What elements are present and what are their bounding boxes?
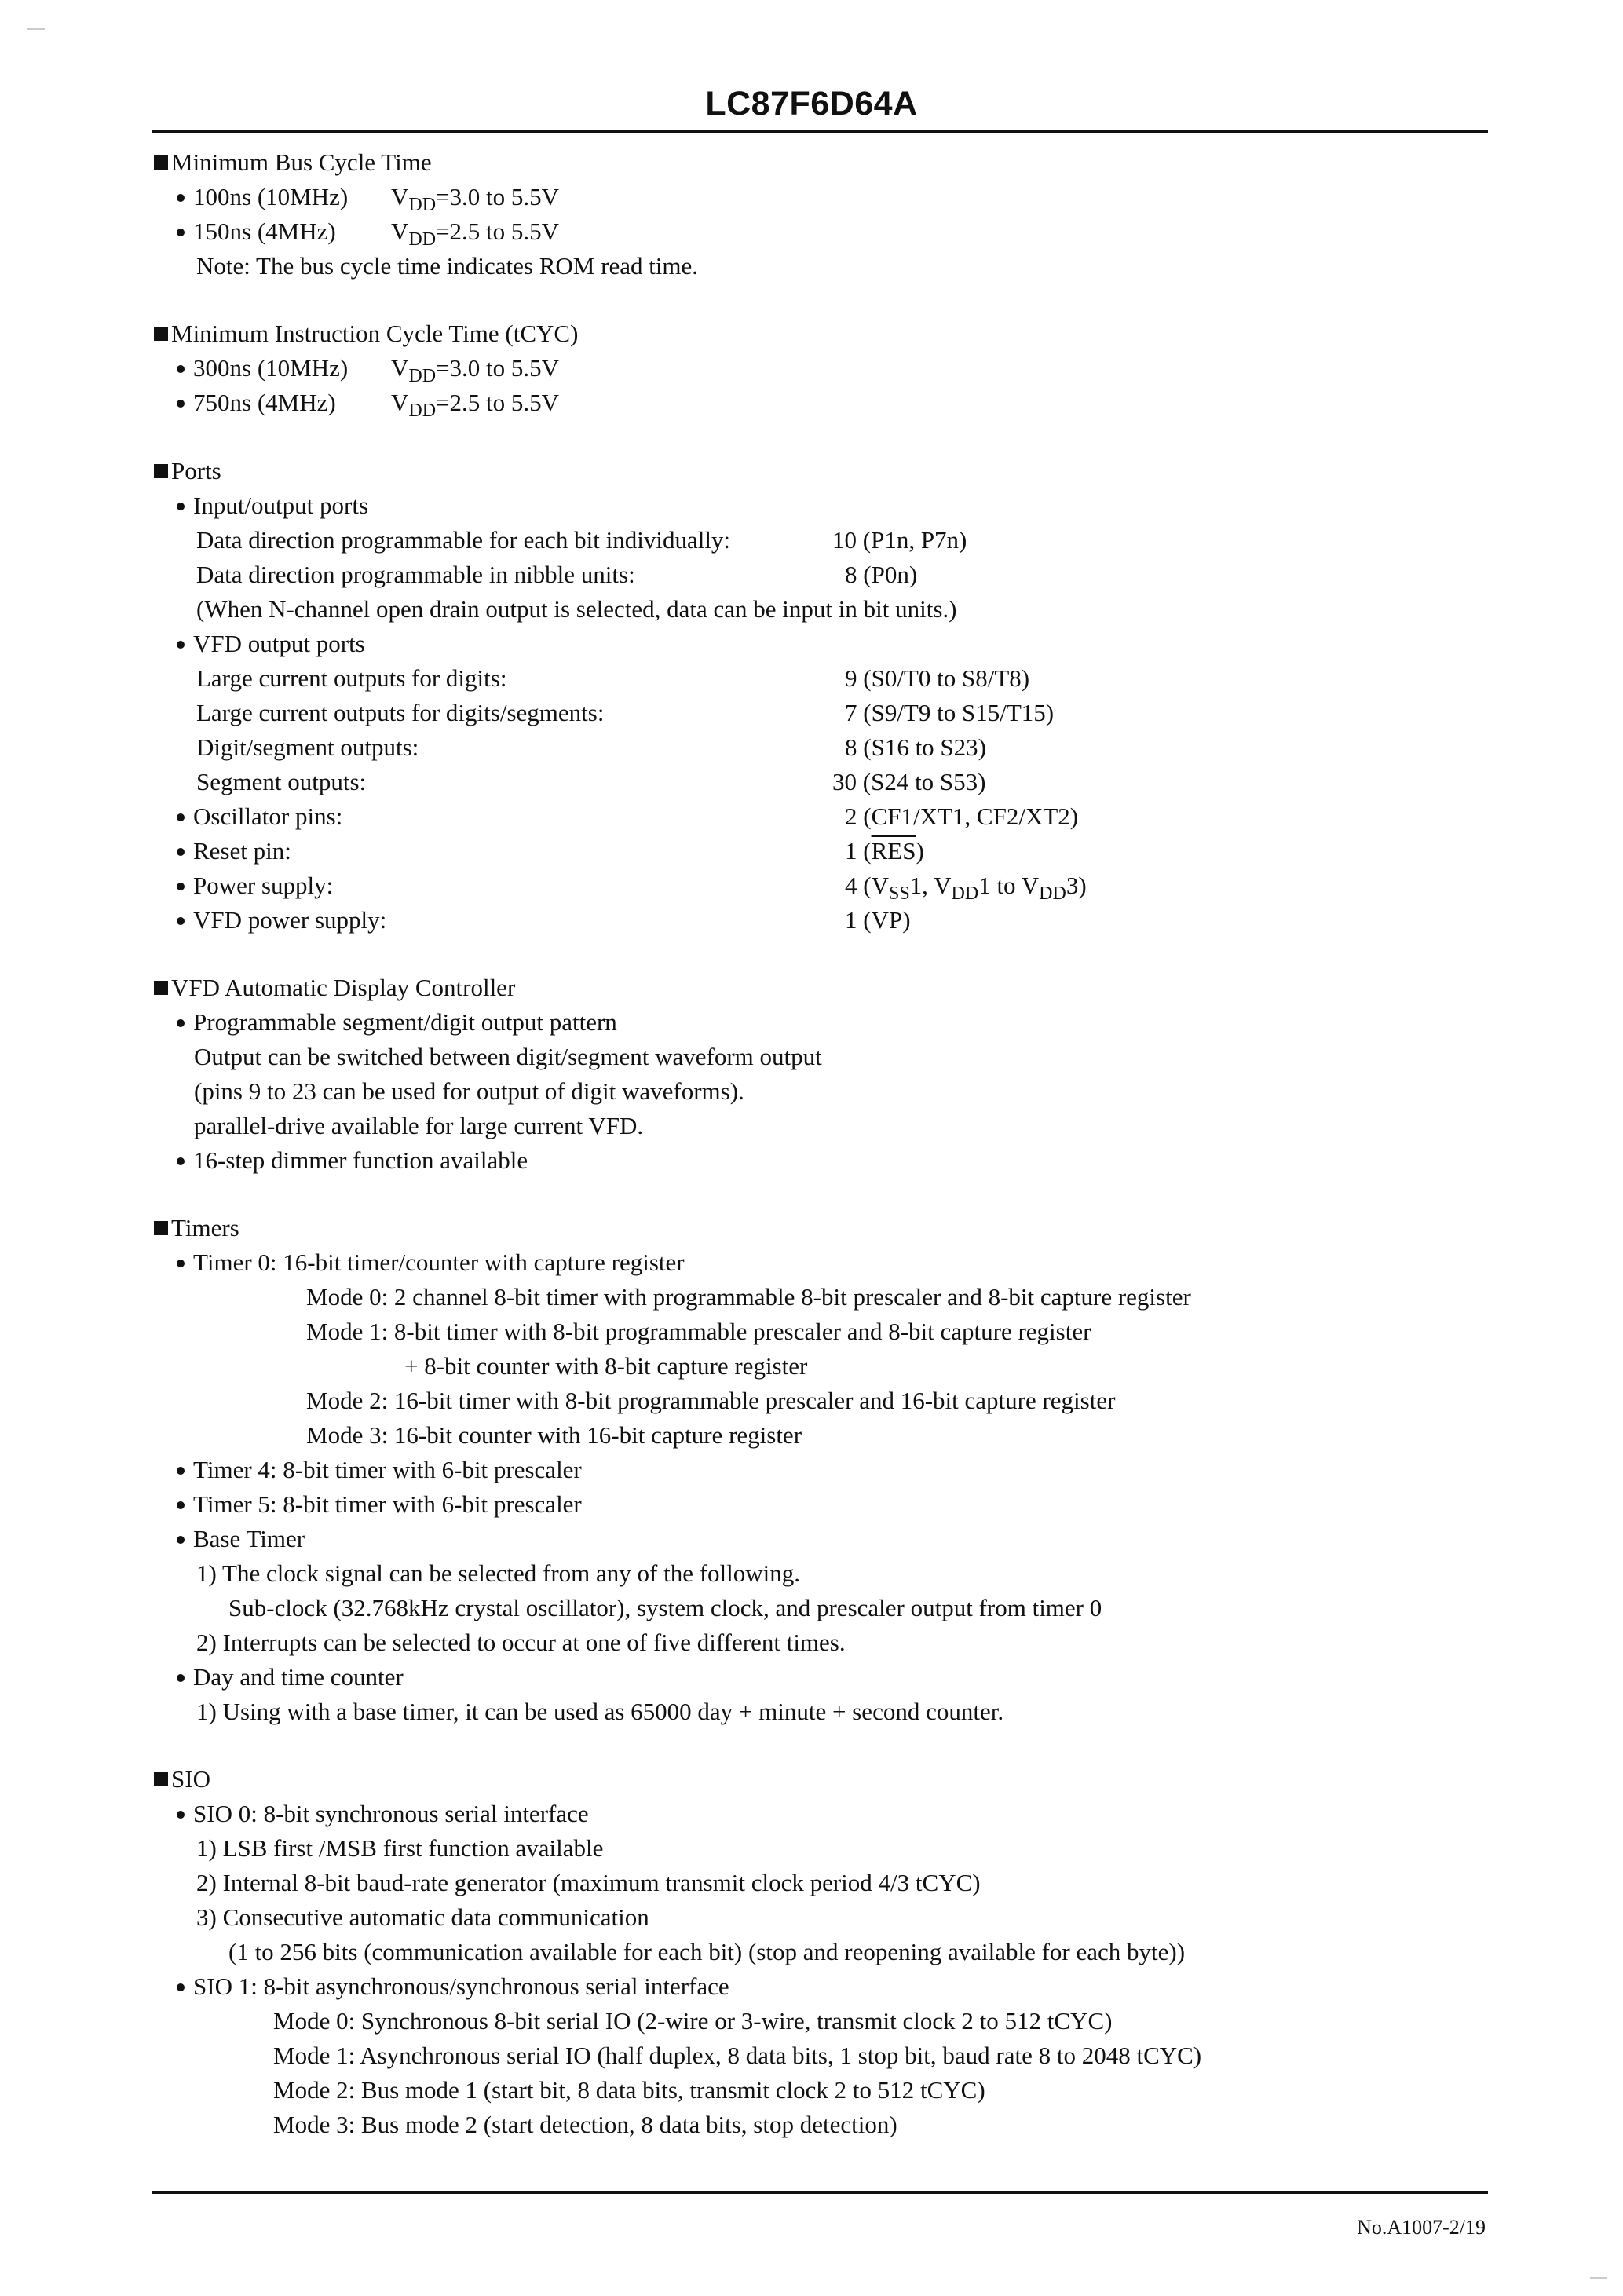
note-text: Note: The bus cycle time indicates ROM read time. [196, 252, 699, 280]
port-label: Large current outputs for digits: [196, 664, 507, 692]
square-bullet-icon [154, 327, 168, 341]
list-item: 100ns (10MHz) [177, 181, 348, 213]
bullet-icon [177, 813, 185, 821]
body-text: 2) Interrupts can be selected to occur at one of five different times. [196, 1629, 846, 1656]
sio-mode: Mode 1: Asynchronous serial IO (half duplex, 8 data bits, 1 stop bit, baud rate 8 to 2048 tCYC) [273, 2042, 1202, 2069]
list-item: VFD output ports [177, 628, 365, 660]
port-value: 7 (S9/T9 to S15/T15) [845, 699, 1055, 726]
list-item: 16-step dimmer function available [177, 1145, 528, 1176]
bullet-icon [177, 848, 185, 856]
body-text: 1) LSB first /MSB first function available [196, 1834, 604, 1862]
scan-mark [1590, 2277, 1607, 2279]
bullet-icon [177, 1811, 185, 1819]
list-item: SIO 0: 8-bit synchronous serial interface [177, 1798, 589, 1830]
footer-divider [152, 2191, 1488, 2194]
bullet-icon [177, 400, 185, 408]
port-value: 2 (CF1/XT1, CF2/XT2) [845, 803, 1079, 830]
list-item: SIO 1: 8-bit asynchronous/synchronous serial interface [177, 1971, 729, 2002]
bullet-icon [177, 1536, 185, 1544]
port-value: 10 (P1n, P7n) [832, 526, 967, 554]
bullet-icon [177, 1674, 185, 1682]
list-item: Reset pin: [177, 835, 291, 867]
body-text: parallel-drive available for large current VFD. [194, 1112, 644, 1139]
note-text: (When N-channel open drain output is selected, data can be input in bit units.) [196, 595, 957, 623]
sio-mode: Mode 2: Bus mode 1 (start bit, 8 data bits, transmit clock 2 to 512 tCYC) [273, 2076, 985, 2104]
square-bullet-icon [154, 464, 168, 478]
section-heading: Ports [154, 455, 221, 487]
list-item: Timer 4: 8-bit timer with 6-bit prescaler [177, 1454, 582, 1486]
bullet-icon [177, 641, 185, 649]
bullet-icon [177, 1467, 185, 1475]
list-item: Day and time counter [177, 1662, 404, 1693]
bullet-icon [177, 365, 185, 373]
body-text: (pins 9 to 23 can be used for output of digit waveforms). [194, 1077, 744, 1105]
port-value: 8 (S16 to S23) [845, 733, 986, 761]
port-value: 4 ($V_{SS}1$, $V_{DD}1$ to $V_{DD}3$) [845, 872, 1087, 904]
list-item: 150ns (4MHz) [177, 216, 336, 247]
port-value: 1 $(\overline{RES})$ [845, 837, 924, 865]
port-label: Data direction programmable for each bit individually: [196, 526, 731, 554]
square-bullet-icon [154, 981, 168, 995]
vdd-range: $V_{DD}=2.5$ to 5.5V [391, 218, 560, 250]
list-item: Oscillator pins: [177, 801, 342, 832]
bullet-icon [177, 1501, 185, 1509]
list-item: Timer 5: 8-bit timer with 6-bit prescaler [177, 1489, 582, 1520]
list-item: 300ns (10MHz) [177, 353, 348, 384]
bullet-icon [177, 503, 185, 510]
list-item: Input/output ports [177, 490, 368, 521]
bullet-icon [177, 1260, 185, 1267]
list-item: VFD power supply: [177, 905, 386, 936]
section-heading: Timers [154, 1212, 239, 1244]
bullet-icon [177, 917, 185, 925]
timer-mode: + 8-bit counter with 8-bit capture register [404, 1352, 808, 1380]
square-bullet-icon [154, 1772, 168, 1786]
bullet-icon [177, 1019, 185, 1027]
section-heading: SIO [154, 1764, 210, 1795]
body-text: Sub-clock (32.768kHz crystal oscillator), system clock, and prescaler output from timer 0 [228, 1594, 1102, 1621]
section-heading: Minimum Bus Cycle Time [154, 147, 432, 178]
port-value: 1 (VP) [845, 906, 911, 934]
body-text: 2) Internal 8-bit baud-rate generator (maximum transmit clock period 4/3 tCYC) [196, 1869, 981, 1896]
vdd-range: $V_{DD}=3.0$ to 5.5V [391, 183, 560, 215]
header-divider [152, 130, 1488, 133]
bullet-icon [177, 194, 185, 202]
port-label: Digit/segment outputs: [196, 733, 419, 761]
body-text: Output can be switched between digit/segment waveform output [194, 1043, 822, 1070]
bullet-icon [177, 229, 185, 236]
bullet-icon [177, 1157, 185, 1165]
sio-mode: Mode 3: Bus mode 2 (start detection, 8 data bits, stop detection) [273, 2111, 897, 2138]
square-bullet-icon [154, 155, 168, 170]
timer-mode: Mode 2: 16-bit timer with 8-bit programmable prescaler and 16-bit capture register [306, 1387, 1116, 1414]
list-item: Programmable segment/digit output pattern [177, 1007, 617, 1038]
body-text: (1 to 256 bits (communication available for each bit) (stop and reopening available for each byte)) [228, 1938, 1186, 1965]
body-text: 3) Consecutive automatic data communication [196, 1903, 649, 1931]
body-text: 1) The clock signal can be selected from any of the following. [196, 1559, 801, 1587]
port-label: Segment outputs: [196, 768, 367, 795]
timer-mode: Mode 0: 2 channel 8-bit timer with programmable 8-bit prescaler and 8-bit capture register [306, 1283, 1191, 1311]
list-item: Base Timer [177, 1523, 305, 1555]
port-value: 9 (S0/T0 to S8/T8) [845, 664, 1030, 692]
list-item: 750ns (4MHz) [177, 387, 336, 419]
timer-mode: Mode 3: 16-bit counter with 16-bit capture register [306, 1421, 802, 1449]
list-item: Power supply: [177, 870, 333, 901]
scan-mark [27, 28, 45, 30]
port-value: 8 (P0n) [845, 561, 918, 588]
body-text: 1) Using with a base timer, it can be used as 65000 day + minute + second counter. [196, 1698, 1004, 1725]
port-value: 30 (S24 to S53) [832, 768, 986, 795]
page-reference: No.A1007-2/19 [1357, 2216, 1486, 2239]
vdd-range: $V_{DD}=2.5$ to 5.5V [391, 389, 560, 421]
bullet-icon [177, 1983, 185, 1991]
timer-mode: Mode 1: 8-bit timer with 8-bit programmable prescaler and 8-bit capture register [306, 1318, 1091, 1345]
section-heading: VFD Automatic Display Controller [154, 972, 515, 1004]
port-label: Large current outputs for digits/segments: [196, 699, 605, 726]
section-heading: Minimum Instruction Cycle Time (tCYC) [154, 318, 578, 349]
list-item: Timer 0: 16-bit timer/counter with capture register [177, 1247, 685, 1278]
page-title: LC87F6D64A [705, 85, 918, 122]
square-bullet-icon [154, 1221, 168, 1235]
sio-mode: Mode 0: Synchronous 8-bit serial IO (2-wire or 3-wire, transmit clock 2 to 512 tCYC) [273, 2007, 1113, 2035]
bullet-icon [177, 883, 185, 890]
vdd-range: $V_{DD}=3.0$ to 5.5V [391, 354, 560, 386]
port-label: Data direction programmable in nibble units: [196, 561, 635, 588]
